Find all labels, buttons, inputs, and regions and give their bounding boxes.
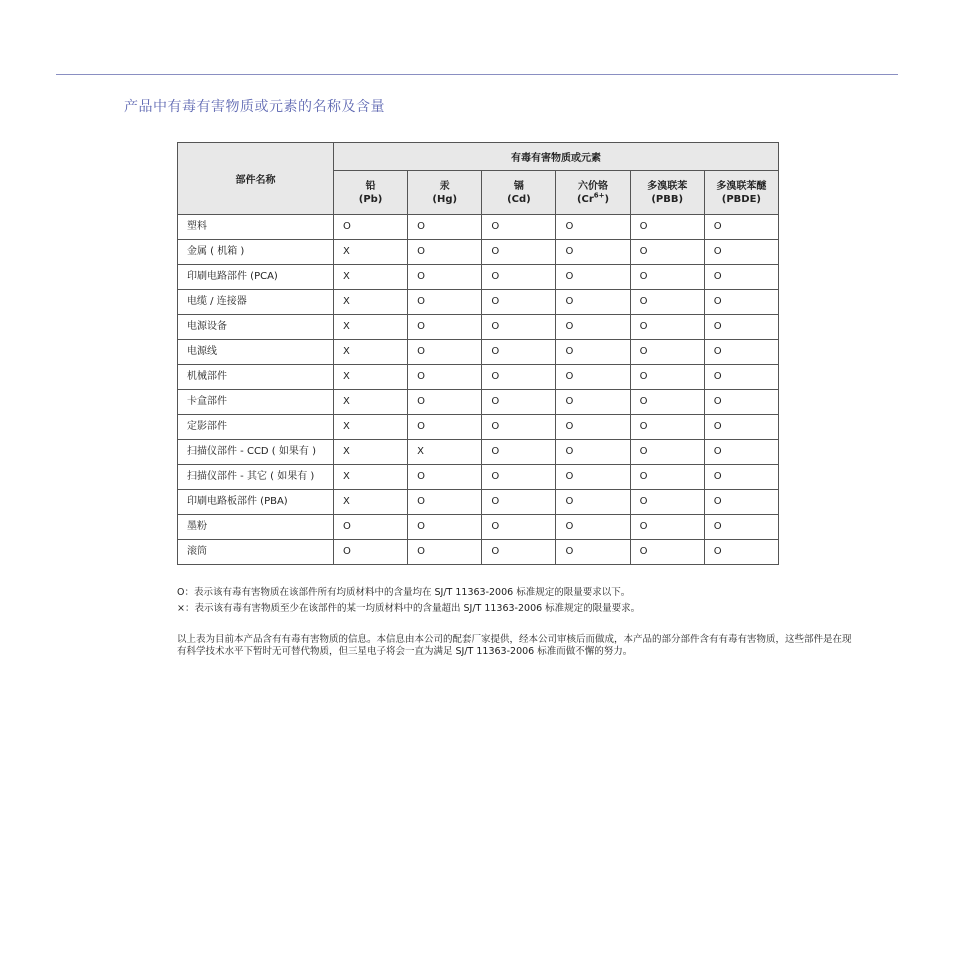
substance-value-cell: O <box>704 315 778 340</box>
substance-value-cell: O <box>556 215 630 240</box>
substance-value-cell: O <box>556 465 630 490</box>
substance-value-cell: O <box>630 465 704 490</box>
substance-value-cell: X <box>334 390 408 415</box>
substance-header-pbde: 多溴联苯醚 (PBDE) <box>704 171 778 215</box>
top-divider <box>56 74 898 75</box>
substance-header-pbb: 多溴联苯 (PBB) <box>630 171 704 215</box>
substance-value-cell: O <box>704 515 778 540</box>
substance-value-cell: O <box>482 240 556 265</box>
substance-value-cell: O <box>482 215 556 240</box>
part-name-cell: 电源线 <box>178 340 334 365</box>
substance-value-cell: O <box>408 465 482 490</box>
substance-value-cell: O <box>704 290 778 315</box>
substance-header-cr6: 六价铬 $(Cr^{6+})$ <box>556 171 630 215</box>
part-name-cell: 定影部件 <box>178 415 334 440</box>
substance-value-cell: O <box>704 215 778 240</box>
substance-value-cell: O <box>408 390 482 415</box>
substance-value-cell: O <box>408 540 482 565</box>
substance-value-cell: O <box>408 415 482 440</box>
table-row <box>178 240 779 265</box>
substance-value-cell: O <box>704 390 778 415</box>
substance-value-cell: O <box>482 265 556 290</box>
table-row <box>178 365 779 390</box>
substance-value-cell: X <box>334 415 408 440</box>
substance-value-cell: X <box>334 340 408 365</box>
info-paragraph: 以上表为目前本产品含有有毒有害物质的信息。本信息由本公司的配套厂家提供，经本公司审核后而做成，本产品的部分部件含有有毒有害物质，这些部件是在现有科学技术水平下暂时无可替代物质，但三星电子将会一直为满足 SJ/T 11363-2006 标准而做不懈的努力。 <box>177 634 852 657</box>
part-name-cell: 电源设备 <box>178 315 334 340</box>
substance-value-cell: O <box>704 465 778 490</box>
substance-value-cell: O <box>482 315 556 340</box>
substance-value-cell: O <box>704 490 778 515</box>
table-row <box>178 290 779 315</box>
table-body <box>178 215 779 565</box>
substance-value-cell: O <box>482 540 556 565</box>
part-name-cell: 塑料 <box>178 215 334 240</box>
part-name-cell: 墨粉 <box>178 515 334 540</box>
substance-value-cell: O <box>630 290 704 315</box>
substance-value-cell: O <box>630 365 704 390</box>
substance-value-cell: O <box>408 240 482 265</box>
substance-value-cell: O <box>630 515 704 540</box>
page-title: 产品中有毒有害物质或元素的名称及含量 <box>124 99 385 115</box>
substance-value-cell: O <box>630 240 704 265</box>
part-name-header: 部件名称 <box>178 143 334 215</box>
substance-value-cell: O <box>408 365 482 390</box>
substance-value-cell: O <box>704 340 778 365</box>
substance-value-cell: O <box>630 415 704 440</box>
substance-value-cell: X <box>334 365 408 390</box>
part-name-cell: 扫描仪部件 - 其它 ( 如果有 ) <box>178 465 334 490</box>
substance-value-cell: X <box>334 240 408 265</box>
substance-value-cell: X <box>334 465 408 490</box>
table-row <box>178 540 779 565</box>
part-name-cell: 扫描仪部件 - CCD ( 如果有 ) <box>178 440 334 465</box>
substance-value-cell: O <box>408 265 482 290</box>
substance-value-cell: O <box>704 365 778 390</box>
table-row <box>178 340 779 365</box>
substance-value-cell: X <box>408 440 482 465</box>
substance-value-cell: O <box>408 340 482 365</box>
substance-value-cell: O <box>482 490 556 515</box>
part-name-cell: 卡盒部件 <box>178 390 334 415</box>
substance-value-cell: O <box>556 290 630 315</box>
substance-value-cell: O <box>556 515 630 540</box>
x-note: ×：表示该有毒有害物质至少在该部件的某一均质材料中的含量超出 SJ/T 11363-2006 标准规定的限量要求。 <box>177 603 641 614</box>
table-row <box>178 440 779 465</box>
substance-value-cell: O <box>556 340 630 365</box>
substance-value-cell: O <box>704 415 778 440</box>
substance-value-cell: O <box>630 390 704 415</box>
substance-value-cell: O <box>482 440 556 465</box>
substance-value-cell: O <box>630 315 704 340</box>
substance-value-cell: O <box>556 315 630 340</box>
substance-value-cell: O <box>482 340 556 365</box>
substance-group-header: 有毒有害物质或元素 <box>334 143 779 171</box>
part-name-cell: 金属 ( 机箱 ) <box>178 240 334 265</box>
substance-value-cell: O <box>630 215 704 240</box>
substance-value-cell: X <box>334 440 408 465</box>
substance-value-cell: O <box>482 365 556 390</box>
substance-value-cell: O <box>334 540 408 565</box>
substance-value-cell: O <box>630 440 704 465</box>
substance-value-cell: O <box>408 315 482 340</box>
table-row <box>178 515 779 540</box>
substance-header-hg: 汞 (Hg) <box>408 171 482 215</box>
substance-value-cell: X <box>334 290 408 315</box>
substance-value-cell: O <box>556 440 630 465</box>
table-row <box>178 490 779 515</box>
substance-value-cell: O <box>482 415 556 440</box>
substance-value-cell: O <box>556 240 630 265</box>
substance-value-cell: O <box>630 540 704 565</box>
substance-value-cell: O <box>334 515 408 540</box>
substance-value-cell: O <box>704 240 778 265</box>
substance-value-cell: O <box>334 215 408 240</box>
substance-value-cell: O <box>704 440 778 465</box>
table-row <box>178 315 779 340</box>
table-row <box>178 465 779 490</box>
substance-value-cell: O <box>556 265 630 290</box>
substance-header-cd: 镉 (Cd) <box>482 171 556 215</box>
substance-value-cell: O <box>482 390 556 415</box>
hazardous-substances-table <box>177 142 779 565</box>
substance-value-cell: O <box>408 515 482 540</box>
substance-value-cell: O <box>630 490 704 515</box>
part-name-cell: 印刷电路板部件 (PBA) <box>178 490 334 515</box>
substance-value-cell: O <box>704 265 778 290</box>
substance-header-pb: 铅 (Pb) <box>334 171 408 215</box>
substance-value-cell: O <box>556 415 630 440</box>
substance-value-cell: O <box>630 265 704 290</box>
substance-value-cell: O <box>556 390 630 415</box>
substance-value-cell: O <box>482 515 556 540</box>
substance-value-cell: X <box>334 490 408 515</box>
substance-value-cell: O <box>556 540 630 565</box>
substance-value-cell: O <box>408 490 482 515</box>
table-row <box>178 215 779 240</box>
part-name-cell: 电缆 / 连接器 <box>178 290 334 315</box>
substance-value-cell: X <box>334 265 408 290</box>
table-row <box>178 415 779 440</box>
table-row <box>178 265 779 290</box>
substance-value-cell: O <box>482 465 556 490</box>
part-name-cell: 机械部件 <box>178 365 334 390</box>
substance-value-cell: O <box>704 540 778 565</box>
part-name-cell: 滚筒 <box>178 540 334 565</box>
substance-value-cell: O <box>482 290 556 315</box>
substance-value-cell: O <box>556 365 630 390</box>
substance-value-cell: O <box>556 490 630 515</box>
legend-notes <box>177 585 640 617</box>
substance-value-cell: O <box>630 340 704 365</box>
substance-value-cell: O <box>408 290 482 315</box>
o-note: O：表示该有毒有害物质在该部件所有均质材料中的含量均在 SJ/T 11363-2006 标准规定的限量要求以下。 <box>177 587 631 598</box>
table-row <box>178 390 779 415</box>
substance-value-cell: O <box>408 215 482 240</box>
part-name-cell: 印刷电路部件 (PCA) <box>178 265 334 290</box>
substance-value-cell: X <box>334 315 408 340</box>
